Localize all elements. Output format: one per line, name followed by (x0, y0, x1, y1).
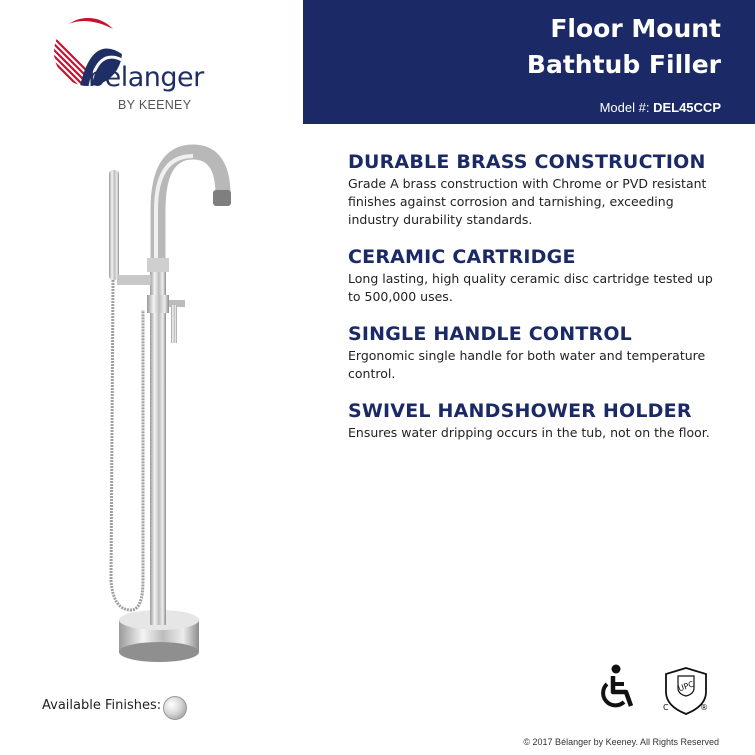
model-value: DEL45CCP (653, 100, 721, 115)
chrome-finish-swatch[interactable] (163, 696, 187, 720)
brand-name: bélanger (88, 62, 204, 93)
feature-text: Grade A brass construction with Chrome or PVD resistant finishes against corrosion and tarnishing, exceeding industry durability standards. (348, 176, 707, 227)
page-title-line1: Floor Mount (550, 14, 721, 43)
faucet-image (95, 140, 255, 670)
finishes-label: Available Finishes: (42, 698, 162, 713)
page-title-line2: Bathtub Filler (526, 50, 721, 79)
upc-certification-icon (660, 666, 712, 716)
model-label: Model #: (599, 100, 650, 115)
feature-item (348, 399, 728, 442)
feature-list (348, 150, 728, 458)
upc-c-mark: C (663, 703, 669, 712)
feature-title: DURABLE BRASS CONSTRUCTION (348, 151, 706, 173)
feature-title: CERAMIC CARTRIDGE (348, 246, 576, 268)
upc-shield-icon (660, 666, 712, 716)
model-number (600, 100, 721, 115)
feature-item (348, 245, 728, 306)
feature-item (348, 150, 728, 229)
copyright-text: © 2017 Bélanger by Keeney. All Rights Reserved (523, 737, 719, 747)
title-banner (303, 0, 755, 124)
feature-title: SWIVEL HANDSHOWER HOLDER (348, 400, 692, 422)
brand-sub: BY KEENEY (118, 98, 192, 112)
feature-text: Ensures water dripping occurs in the tub, not on the floor. (348, 425, 710, 440)
feature-title: SINGLE HANDLE CONTROL (348, 323, 632, 345)
wheelchair-icon (596, 664, 636, 712)
feature-text: Long lasting, high quality ceramic disc cartridge tested up to 500,000 uses. (348, 271, 713, 304)
feature-item (348, 322, 728, 383)
upc-text: UPC (676, 679, 696, 694)
upc-r-mark: ® (700, 703, 708, 712)
feature-text: Ergonomic single handle for both water and temperature control. (348, 348, 706, 381)
